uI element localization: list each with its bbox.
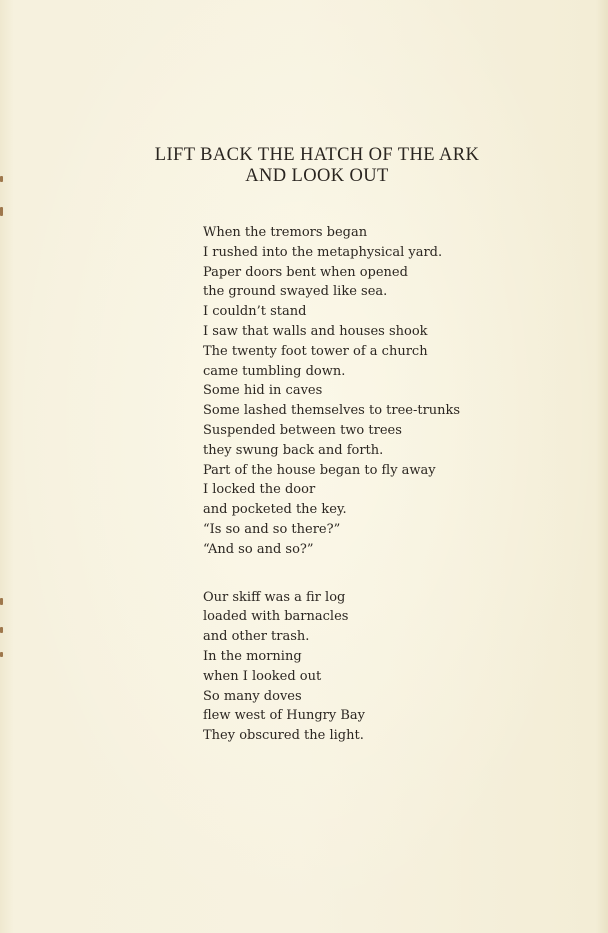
poem-title-line-2: AND LOOK OUT bbox=[245, 166, 389, 186]
poem-line: Some hid in caves bbox=[203, 383, 323, 399]
poem-line: When the tremors began bbox=[203, 225, 368, 240]
poem-line: when I looked out bbox=[203, 668, 322, 684]
page-edge-mark bbox=[0, 598, 3, 605]
poem-line: I locked the door bbox=[203, 482, 316, 498]
poem-line: Part of the house began to fly away bbox=[203, 462, 436, 478]
poem-line: In the morning bbox=[203, 648, 302, 664]
poem-line: So many doves bbox=[203, 688, 302, 704]
poem-body bbox=[203, 223, 460, 746]
poem-line: Paper doors bent when opened bbox=[203, 264, 408, 280]
stanza-break bbox=[203, 560, 460, 588]
page-edge-mark bbox=[0, 627, 3, 633]
poem-line: Our skiff was a fir log bbox=[203, 589, 346, 605]
poem-line: They obscured the light. bbox=[203, 728, 364, 744]
stanza-2 bbox=[203, 588, 460, 746]
page-edge-mark bbox=[0, 207, 3, 216]
stanza-1 bbox=[203, 223, 460, 560]
poem-line: “Is so and so there?” bbox=[203, 521, 341, 537]
poem-line: loaded with barnacles bbox=[203, 609, 349, 625]
poem-line: and other trash. bbox=[203, 629, 310, 645]
poem-line: the ground swayed like sea. bbox=[203, 284, 388, 300]
poem-line: came tumbling down. bbox=[203, 363, 346, 379]
poem-line: and pocketed the key. bbox=[203, 502, 347, 518]
poem-line: I rushed into the metaphysical yard. bbox=[203, 244, 443, 260]
page-edge-mark bbox=[0, 652, 3, 657]
poem-line: I couldn’t stand bbox=[203, 304, 307, 320]
poem-line: Some lashed themselves to tree-trunks bbox=[203, 403, 461, 419]
poem-line: The twenty foot tower of a church bbox=[203, 343, 428, 359]
poem-line: Suspended between two trees bbox=[203, 422, 402, 438]
poem-line: I saw that walls and houses shook bbox=[203, 323, 428, 339]
poem-line: “And so and so?” bbox=[203, 541, 314, 557]
poem-title-line-1: LIFT BACK THE HATCH OF THE ARK bbox=[154, 145, 480, 165]
poem-line: they swung back and forth. bbox=[203, 442, 384, 458]
poem-line: flew west of Hungry Bay bbox=[203, 708, 365, 724]
